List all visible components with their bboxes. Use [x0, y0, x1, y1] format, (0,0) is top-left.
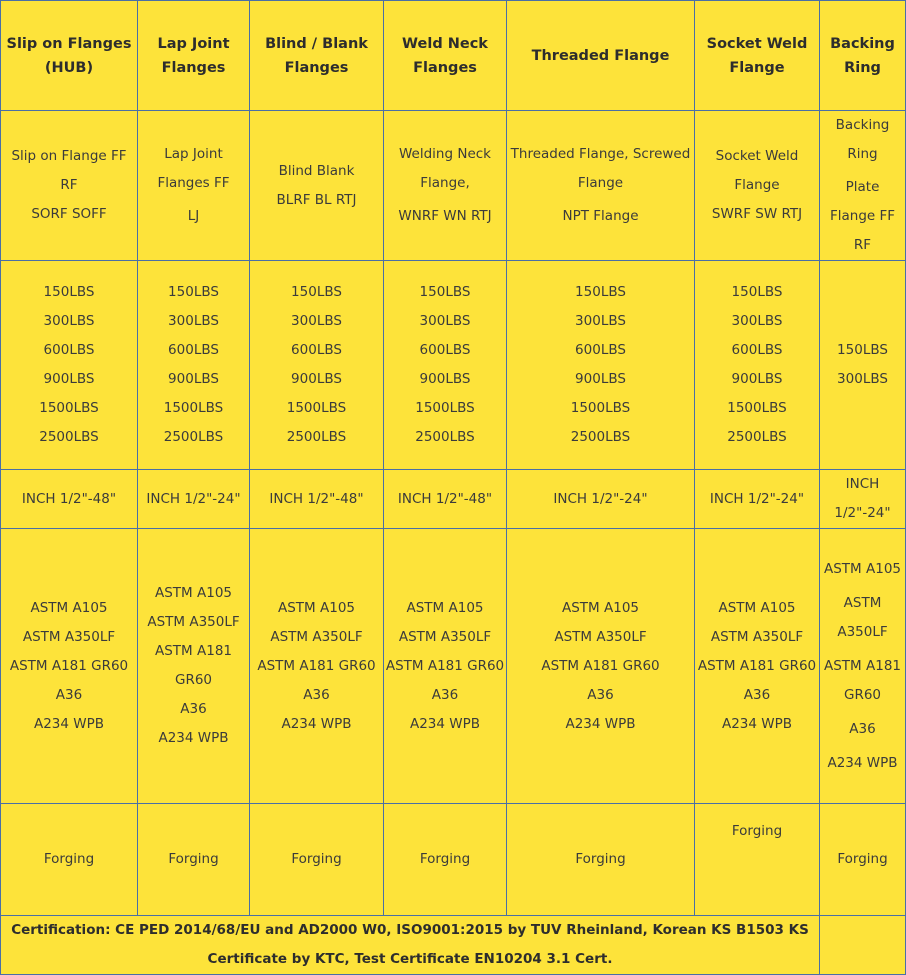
rating-value: 2500LBS: [163, 429, 224, 445]
material-value: ASTM A181 GR60: [9, 657, 129, 674]
rating-value: 150LBS: [291, 284, 342, 300]
process-cell: Forging: [138, 804, 250, 916]
process-cell: Forging: [695, 804, 820, 916]
type-line: WNRF WN RTJ: [398, 208, 492, 224]
header-backing-ring: Backing Ring: [820, 1, 906, 111]
type-line: Blind Blank: [278, 162, 355, 179]
material-cell: [250, 529, 384, 804]
header-socket-weld: Socket Weld Flange: [695, 1, 820, 111]
type-line: NPT Flange: [562, 208, 639, 224]
type-cell: [507, 111, 695, 261]
type-line: Welding Neck Flange,: [399, 146, 491, 191]
material-value: ASTM A350LF: [554, 628, 647, 645]
rating-value: 300LBS: [575, 313, 626, 329]
rating-value: 300LBS: [419, 313, 471, 329]
certification-empty-cell: [820, 916, 906, 975]
rating-row: [1, 261, 906, 470]
material-cell: [384, 529, 507, 804]
process-cell: Forging: [1, 804, 138, 916]
size-cell: INCH 1/2"-24": [138, 470, 250, 529]
material-value: ASTM A181 GR60: [541, 657, 660, 674]
rating-value: 900LBS: [291, 371, 342, 387]
rating-value: 300LBS: [291, 313, 342, 329]
rating-value: 1500LBS: [39, 400, 99, 416]
rating-value: 150LBS: [837, 342, 888, 358]
material-value: ASTM A105: [824, 560, 901, 577]
material-cell: [1, 529, 138, 804]
material-value: ASTM A350LF: [147, 614, 240, 630]
rating-value: 150LBS: [168, 284, 219, 300]
material-cell: [138, 529, 250, 804]
type-cell: [1, 111, 138, 261]
size-cell: INCH 1/2"-24": [507, 470, 695, 529]
rating-value: 1500LBS: [415, 400, 475, 416]
material-value: ASTM A181 GR60: [155, 643, 232, 688]
material-value: A234 WPB: [158, 730, 229, 746]
material-value: ASTM A350LF: [398, 628, 492, 645]
header-row: [1, 1, 906, 111]
type-line: Threaded Flange, Screwed Flange: [510, 146, 691, 191]
rating-cell: [138, 261, 250, 470]
type-cell: [250, 111, 384, 261]
material-cell: [695, 529, 820, 804]
type-line: Lap Joint Flanges FF: [157, 146, 230, 191]
process-cell: Forging: [250, 804, 384, 916]
type-line: Plate Flange FF RF: [829, 179, 896, 253]
material-value: ASTM A105: [30, 599, 108, 616]
material-value: ASTM A105: [278, 599, 355, 616]
rating-value: 600LBS: [731, 342, 783, 358]
rating-value: 150LBS: [419, 284, 471, 300]
rating-value: 1500LBS: [163, 400, 224, 416]
header-threaded: Threaded Flange: [507, 1, 695, 111]
size-cell: INCH 1/2"-48": [384, 470, 507, 529]
rating-value: 300LBS: [43, 313, 95, 329]
rating-value: 2500LBS: [570, 429, 631, 445]
rating-value: 2500LBS: [415, 429, 475, 445]
rating-cell: [250, 261, 384, 470]
material-value: A36: [55, 686, 83, 703]
material-value: A234 WPB: [827, 754, 898, 771]
type-line: Slip on Flange FF RF: [11, 148, 127, 193]
type-cell: [384, 111, 507, 261]
rating-cell: [820, 261, 906, 470]
header-slip-on: Slip on Flanges (HUB): [1, 1, 138, 111]
size-cell: INCH 1/2"-24": [820, 470, 906, 529]
rating-value: 600LBS: [168, 342, 219, 358]
process-cell: Forging: [384, 804, 507, 916]
certification-row: [1, 916, 906, 975]
rating-value: 600LBS: [419, 342, 471, 358]
type-line: SWRF SW RTJ: [711, 206, 803, 222]
material-value: ASTM A350LF: [710, 628, 804, 645]
rating-value: 300LBS: [837, 371, 888, 387]
rating-value: 600LBS: [291, 342, 342, 358]
material-value: ASTM A181 GR60: [824, 657, 901, 703]
material-value: A36: [849, 720, 876, 737]
material-value: ASTM A105: [718, 599, 796, 616]
rating-value: 150LBS: [731, 284, 783, 300]
material-value: ASTM A350LF: [837, 594, 888, 640]
rating-value: 900LBS: [43, 371, 95, 387]
rating-value: 900LBS: [168, 371, 219, 387]
rating-value: 150LBS: [575, 284, 626, 300]
material-value: ASTM A350LF: [270, 628, 363, 645]
material-value: ASTM A105: [155, 585, 232, 601]
material-value: A234 WPB: [721, 715, 793, 732]
rating-value: 300LBS: [731, 313, 783, 329]
material-value: ASTM A181 GR60: [257, 657, 376, 674]
material-row: [1, 529, 906, 804]
rating-value: 150LBS: [43, 284, 95, 300]
rating-value: 1500LBS: [286, 400, 347, 416]
type-line: Backing Ring: [835, 117, 890, 162]
material-value: ASTM A181 GR60: [385, 657, 505, 674]
rating-value: 900LBS: [731, 371, 783, 387]
material-value: A234 WPB: [281, 715, 352, 732]
rating-cell: [695, 261, 820, 470]
type-line: BLRF BL RTJ: [276, 191, 357, 208]
header-weld-neck: Weld Neck Flanges: [384, 1, 507, 111]
rating-value: 2500LBS: [727, 429, 787, 445]
rating-cell: [507, 261, 695, 470]
process-cell: Forging: [820, 804, 906, 916]
type-line: LJ: [187, 208, 200, 224]
rating-value: 1500LBS: [727, 400, 787, 416]
size-cell: INCH 1/2"-24": [695, 470, 820, 529]
material-value: A234 WPB: [409, 715, 481, 732]
rating-value: 600LBS: [43, 342, 95, 358]
rating-cell: [384, 261, 507, 470]
rating-value: 900LBS: [419, 371, 471, 387]
material-value: A234 WPB: [565, 715, 636, 732]
material-value: ASTM A350LF: [22, 628, 116, 645]
material-cell: [507, 529, 695, 804]
type-row: [1, 111, 906, 261]
rating-value: 600LBS: [575, 342, 626, 358]
type-cell: [695, 111, 820, 261]
material-value: A234 WPB: [33, 715, 105, 732]
type-line: SORF SOFF: [31, 206, 107, 222]
rating-cell: [1, 261, 138, 470]
material-value: A36: [587, 686, 614, 703]
rating-value: 2500LBS: [39, 429, 99, 445]
material-value: A36: [303, 686, 330, 703]
certification-text: Certification: CE PED 2014/68/EU and AD2000 W0, ISO9001:2015 by TUV Rheinland, Korean KS B1503 KS Certificate by KTC, Test Certificate EN10204 3.1 Cert.: [1, 916, 820, 975]
material-value: A36: [431, 686, 459, 703]
header-blind: Blind / Blank Flanges: [250, 1, 384, 111]
type-cell: [138, 111, 250, 261]
size-cell: INCH 1/2"-48": [250, 470, 384, 529]
rating-value: 2500LBS: [286, 429, 347, 445]
material-value: ASTM A105: [562, 599, 639, 616]
header-lap-joint: Lap Joint Flanges: [138, 1, 250, 111]
material-value: ASTM A105: [406, 599, 484, 616]
type-cell: [820, 111, 906, 261]
rating-value: 1500LBS: [570, 400, 631, 416]
type-line: Socket Weld Flange: [715, 148, 799, 193]
rating-value: 900LBS: [575, 371, 626, 387]
process-row: [1, 804, 906, 916]
material-value: A36: [743, 686, 771, 703]
size-row: [1, 470, 906, 529]
material-value: A36: [180, 701, 207, 717]
rating-value: 300LBS: [168, 313, 219, 329]
size-cell: INCH 1/2"-48": [1, 470, 138, 529]
material-value: ASTM A181 GR60: [697, 657, 817, 674]
process-cell: Forging: [507, 804, 695, 916]
material-cell: [820, 529, 906, 804]
